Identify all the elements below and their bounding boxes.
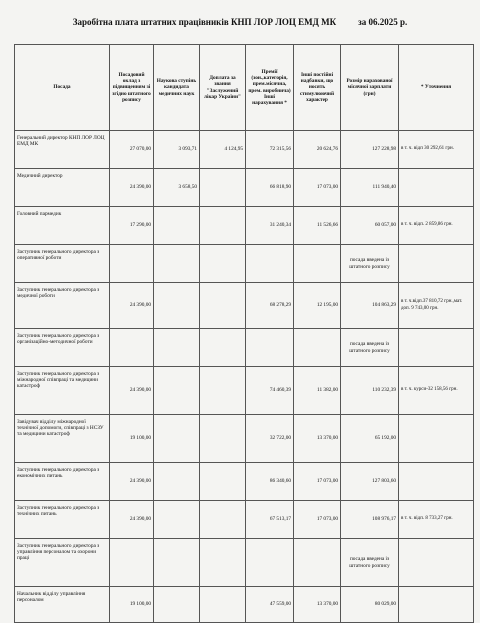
cell-title-bonus (200, 245, 246, 283)
cell-position: Головний пармедик (15, 207, 110, 245)
table-header-row (15, 45, 474, 131)
cell-degree (154, 539, 200, 587)
cell-salary: 19 100,00 (110, 587, 154, 623)
cell-other: 17 073,00 (294, 463, 341, 501)
cell-position: Заступник генерального директора з економічних питань (15, 463, 110, 501)
table-row (15, 587, 474, 623)
cell-salary: 24 390,00 (110, 463, 154, 501)
cell-note: в т. ч. відп. 2 859,86 грн. (399, 207, 474, 245)
column-header: * Уточнення (399, 45, 474, 131)
cell-note: в т. ч. відп 30 292,61 грн. (399, 131, 474, 169)
cell-title-bonus (200, 169, 246, 207)
cell-other: 11 382,00 (294, 367, 341, 415)
cell-position: Заступник генерального директора з управління персоналом та охорони праці (15, 539, 110, 587)
table-row (15, 367, 474, 415)
cell-position: Заступник генерального директора з технічних питань (15, 501, 110, 539)
cell-other: 11 526,66 (294, 207, 341, 245)
cell-salary: 17 290,00 (110, 207, 154, 245)
cell-title-bonus (200, 367, 246, 415)
cell-bonuses: 47 559,00 (246, 587, 294, 623)
cell-other (294, 329, 341, 367)
cell-other: 12 195,00 (294, 283, 341, 329)
cell-total: 104 863,29 (341, 283, 399, 329)
table-row (15, 539, 474, 587)
column-header: Розмір нарахованої місячної зарплати (грн) (341, 45, 399, 131)
column-header: Наукова ступінь кандидата медичних наук (154, 45, 200, 131)
cell-bonuses (246, 539, 294, 587)
cell-total: 127 803,60 (341, 463, 399, 501)
cell-total: 65 192,00 (341, 415, 399, 463)
cell-salary (110, 539, 154, 587)
cell-title-bonus (200, 207, 246, 245)
cell-total: посада введена із штатного розпису (341, 245, 399, 283)
cell-total: 60 057,00 (341, 207, 399, 245)
table-row (15, 415, 474, 463)
cell-degree (154, 207, 200, 245)
salary-table (14, 44, 474, 623)
cell-other (294, 539, 341, 587)
table-row (15, 329, 474, 367)
cell-salary: 24 390,00 (110, 501, 154, 539)
cell-position: Завідувач відділу міжнародної технічної допомоги, співпраці з НСЗУ та медицини катастроф (15, 415, 110, 463)
cell-salary: 27 070,00 (110, 131, 154, 169)
cell-degree (154, 463, 200, 501)
cell-note (399, 587, 474, 623)
cell-note (399, 539, 474, 587)
cell-title-bonus: 4 124,95 (200, 131, 246, 169)
table-row (15, 283, 474, 329)
column-header: Посадовий оклад з підвищенням зі згідно штатного розпису (110, 45, 154, 131)
cell-salary (110, 245, 154, 283)
cell-bonuses: 66 818,90 (246, 169, 294, 207)
cell-title-bonus (200, 329, 246, 367)
cell-position: Заступник генерального директора з організаційно-методичної роботи (15, 329, 110, 367)
cell-note (399, 463, 474, 501)
column-header: Посада (15, 45, 110, 131)
cell-total: посада введена із штатного розпису (341, 329, 399, 367)
cell-title-bonus (200, 415, 246, 463)
cell-other (294, 245, 341, 283)
cell-total: 108 976,17 (341, 501, 399, 539)
cell-total: посада введена із штатного розпису (341, 539, 399, 587)
title-text: Заробітна плата штатних працівників КНП ЛОР ЛОЦ ЕМД МК (72, 17, 337, 27)
cell-total: 80 029,00 (341, 587, 399, 623)
cell-degree (154, 329, 200, 367)
cell-total: 110 232,39 (341, 367, 399, 415)
cell-degree: 3 093,71 (154, 131, 200, 169)
cell-other: 13 370,00 (294, 415, 341, 463)
cell-title-bonus (200, 283, 246, 329)
table-row (15, 131, 474, 169)
cell-note (399, 169, 474, 207)
cell-bonuses: 74 460,39 (246, 367, 294, 415)
cell-bonuses: 31 240,34 (246, 207, 294, 245)
cell-bonuses: 67 513,17 (246, 501, 294, 539)
cell-salary: 24 390,00 (110, 283, 154, 329)
cell-salary: 24 390,00 (110, 169, 154, 207)
document-title (0, 17, 480, 27)
cell-salary: 19 100,00 (110, 415, 154, 463)
cell-bonuses: 32 722,00 (246, 415, 294, 463)
column-header: Премії (зон.,категорія, прем.місячна, прем. виробнича) Інші нарахування * (246, 45, 294, 131)
cell-degree: 3 658,50 (154, 169, 200, 207)
table-row (15, 169, 474, 207)
cell-total: 111 940,40 (341, 169, 399, 207)
period-text: за 06.2025 р. (358, 17, 408, 27)
cell-degree (154, 501, 200, 539)
cell-title-bonus (200, 501, 246, 539)
cell-position: Заступник генерального директора з медичної роботи (15, 283, 110, 329)
cell-note (399, 329, 474, 367)
cell-position: Заступник генерального директора з оперативної роботи (15, 245, 110, 283)
table-body (15, 131, 474, 623)
cell-salary: 24 390,00 (110, 367, 154, 415)
table-row (15, 463, 474, 501)
column-header: Доплата за звання "Заслужений лікар України" (200, 45, 246, 131)
cell-title-bonus (200, 463, 246, 501)
cell-bonuses: 72 315,56 (246, 131, 294, 169)
cell-bonuses: 86 340,60 (246, 463, 294, 501)
cell-salary (110, 329, 154, 367)
cell-position: Начальник відділу управління персоналом (15, 587, 110, 623)
cell-other: 20 624,76 (294, 131, 341, 169)
cell-note: в т. ч. відп. 8 733,27 грн. (399, 501, 474, 539)
cell-note: в т. ч. курси-32 158,56 грн. (399, 367, 474, 415)
cell-title-bonus (200, 587, 246, 623)
cell-other: 17 073,00 (294, 501, 341, 539)
cell-degree (154, 415, 200, 463)
cell-bonuses: 68 278,29 (246, 283, 294, 329)
column-header: Інші постійні надбавки, що носять стимулюючий характер (294, 45, 341, 131)
cell-degree (154, 367, 200, 415)
cell-total: 127 228,98 (341, 131, 399, 169)
cell-degree (154, 283, 200, 329)
cell-note (399, 415, 474, 463)
table-row (15, 245, 474, 283)
cell-position: Медичний директор (15, 169, 110, 207)
cell-bonuses (246, 329, 294, 367)
table-row (15, 501, 474, 539)
cell-position: Генеральний директор КНП ЛОР ЛОЦ ЕМД МК (15, 131, 110, 169)
cell-degree (154, 587, 200, 623)
cell-note: в т. ч.відп.37 810,72 грн.,мат. доп. 9 743,00 грн. (399, 283, 474, 329)
cell-other: 13 370,00 (294, 587, 341, 623)
cell-other: 17 073,00 (294, 169, 341, 207)
cell-position: Заступник генерального директора з міжнародної співпраці та медицини катастроф (15, 367, 110, 415)
cell-bonuses (246, 245, 294, 283)
cell-title-bonus (200, 539, 246, 587)
cell-degree (154, 245, 200, 283)
cell-note (399, 245, 474, 283)
table-row (15, 207, 474, 245)
